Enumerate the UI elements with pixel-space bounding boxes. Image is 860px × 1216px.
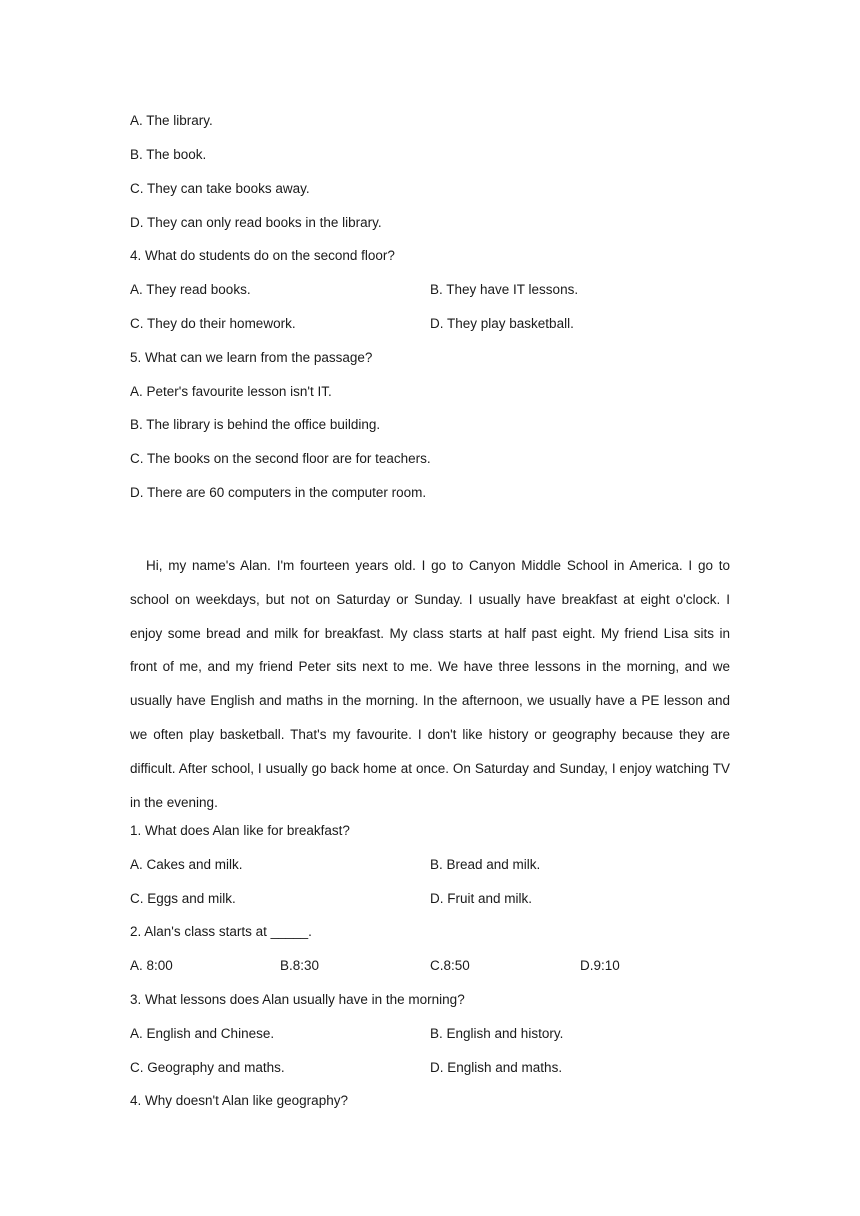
option-c: C. Geography and maths.	[130, 1060, 285, 1075]
option-d: D. They play basketball.	[430, 316, 574, 331]
option-d: D. They can only read books in the library.	[130, 215, 382, 230]
option-b: B.8:30	[280, 958, 320, 973]
option-c: C.8:50	[430, 958, 470, 973]
option-d: D. English and maths.	[430, 1060, 563, 1075]
question-text: 3. What lessons does Alan usually have in the morning?	[130, 992, 465, 1007]
option-a: A. English and Chinese.	[130, 1026, 275, 1041]
option-c: C. They can take books away.	[130, 181, 310, 196]
option-b: B. They have IT lessons.	[430, 282, 579, 297]
option-d: D. Fruit and milk.	[430, 891, 533, 906]
option-a: A. They read books.	[130, 282, 251, 297]
reading-passage: Hi, my name's Alan. I'm fourteen years old. I go to Canyon Middle School in America. I go to school on weekdays, but not on Saturday or Sunday. I usually have breakfast at eight o'clock. I enjoy some bread and milk for breakfast. My class starts at half past eight. My friend Lisa sits in front of me, and my friend Peter sits next to me. We have three lessons in the morning, and we usually have English and maths in the morning. In the afternoon, we usually have a PE lesson and we often play basketball. That's my favourite. I don't like history or geography because they are difficult. After school, I usually go back home at once. On Saturday and Sunday, I enjoy watching TV in the evening.	[130, 558, 730, 810]
option-b: B. The book.	[130, 147, 207, 162]
option-d: D.9:10	[580, 958, 620, 973]
question-text: 4. Why doesn't Alan like geography?	[130, 1093, 348, 1108]
option-a: A. Peter's favourite lesson isn't IT.	[130, 384, 332, 399]
question-text: 5. What can we learn from the passage?	[130, 350, 373, 365]
question-text: 2. Alan's class starts at _____.	[130, 924, 312, 939]
option-d: D. There are 60 computers in the computer room.	[130, 485, 427, 500]
option-c: C. They do their homework.	[130, 316, 296, 331]
option-a: A. The library.	[130, 113, 213, 128]
option-a: A. Cakes and milk.	[130, 857, 243, 872]
question-text: 4. What do students do on the second floor?	[130, 248, 395, 263]
option-c: C. The books on the second floor are for teachers.	[130, 451, 431, 466]
option-a: A. 8:00	[130, 958, 173, 973]
question-text: 1. What does Alan like for breakfast?	[130, 823, 350, 838]
option-b: B. English and history.	[430, 1026, 564, 1041]
option-c: C. Eggs and milk.	[130, 891, 236, 906]
option-b: B. Bread and milk.	[430, 857, 541, 872]
option-b: B. The library is behind the office building.	[130, 417, 381, 432]
